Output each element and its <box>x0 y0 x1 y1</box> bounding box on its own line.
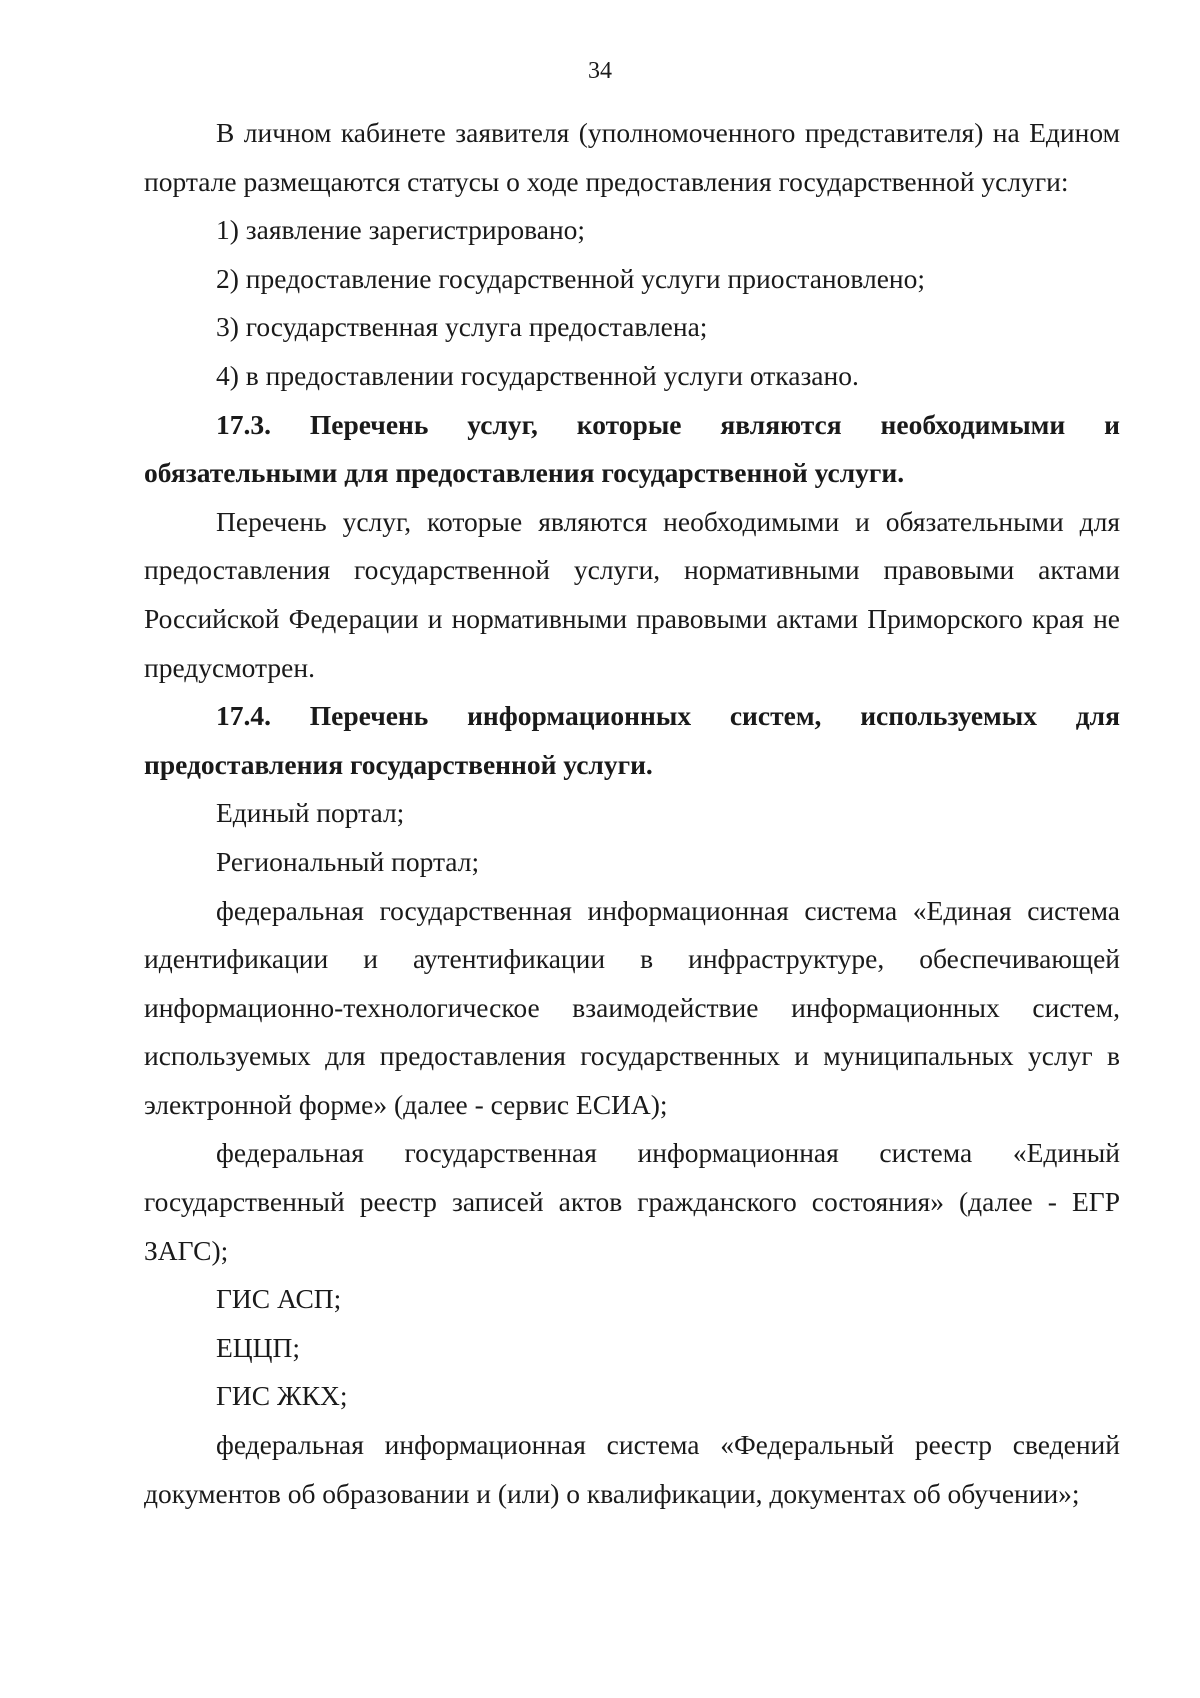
list-item-status-provided: 3) государственная услуга предоставлена; <box>216 311 708 343</box>
document-body <box>144 109 1120 1518</box>
list-item-eccp: ЕЦЦП; <box>216 1331 301 1363</box>
list-item-esia: федеральная государственная информационная система «Единая система идентификации и аутентификации в инфраструктуре, обеспечивающей информационно-технологическое взаимодействие информационных систем, используемых для предоставления государственных и муниципальных услуг в электронной форме» (далее - сервис ЕСИА); <box>144 894 1120 1120</box>
list-item-status-registered: 1) заявление зарегистрировано; <box>216 214 586 246</box>
section-heading-17-3: 17.3. Перечень услуг, которые являются необходимыми и обязательными для предоставления государственной услуги. <box>144 408 1120 489</box>
list-item-unified-portal: Единый портал; <box>216 797 405 829</box>
list-item-regional-portal: Региональный портал; <box>216 845 480 877</box>
list-item-egr-zags: федеральная государственная информационная система «Единый государственный реестр записей актов гражданского состояния» (далее - ЕГР ЗАГС); <box>144 1137 1120 1266</box>
list-item-gis-asp: ГИС АСП; <box>216 1283 342 1315</box>
list-item-status-refused: 4) в предоставлении государственной услуги отказано. <box>216 359 859 391</box>
section-heading-17-4: 17.4. Перечень информационных систем, используемых для предоставления государственной услуги. <box>144 700 1120 780</box>
paragraph-required-services: Перечень услуг, которые являются необходимыми и обязательными для предоставления государственной услуги, нормативными правовыми актами Российской Федерации и нормативными правовыми актами Приморского края не предусмотрен. <box>144 505 1120 683</box>
page-number: 34 <box>588 58 612 84</box>
paragraph-cabinet-statuses: В личном кабинете заявителя (уполномоченного представителя) на Едином портале размещаются статусы о ходе предоставления государственной услуги: <box>144 117 1120 197</box>
list-item-gis-zhkh: ГИС ЖКХ; <box>216 1380 348 1412</box>
list-item-status-suspended: 2) предоставление государственной услуги приостановлено; <box>216 262 926 294</box>
list-item-frdo: федеральная информационная система «Федеральный реестр сведений документов об образовании и (или) о квалификации, документах об обучении»; <box>144 1429 1120 1509</box>
